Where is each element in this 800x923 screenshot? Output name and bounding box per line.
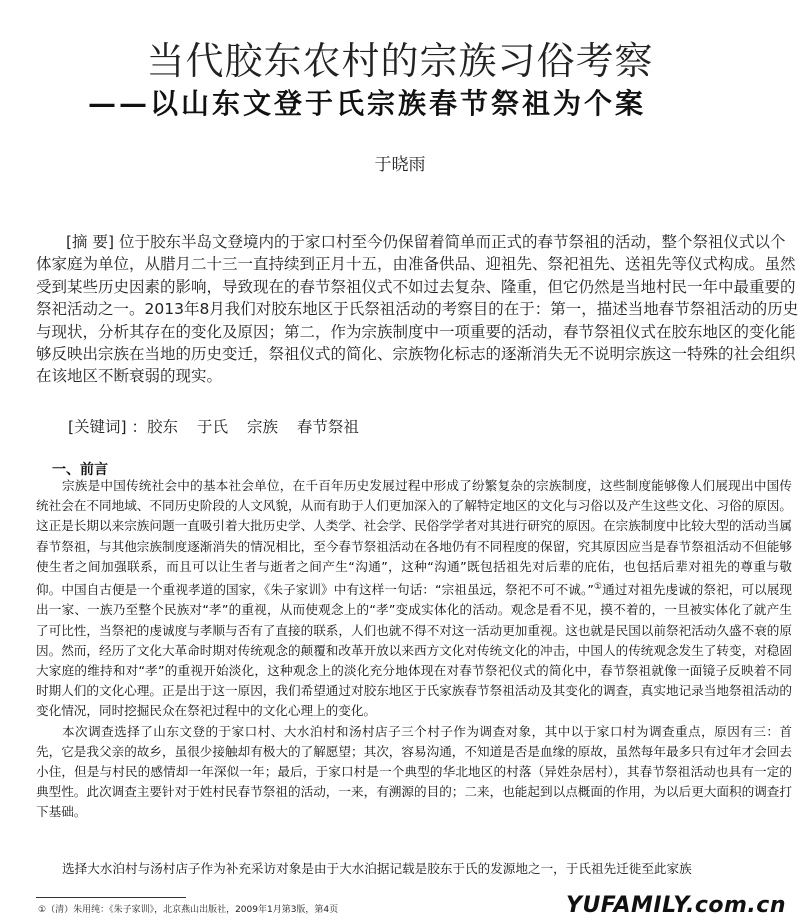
keyword-item: 宗族 <box>246 418 278 436</box>
keyword-item: 春节祭祖 <box>296 418 359 436</box>
paragraph: 选择大水泊村与汤村店子作为补充采访对象是由于大水泊据记载是胶东于氏的发源地之一，于氏祖先迁徙至此家族 <box>62 861 692 876</box>
abstract <box>36 231 800 388</box>
keywords-label: [关键词] <box>68 418 127 436</box>
paragraph: 本次调查选择了山东文登的于家口村、大水泊村和汤村店子三个村子作为调查对象，其中以于家口村为调查重点，原因有三：首先，它是我父亲的故乡，虽很少接触却有极大的了解愿望；其次，容易沟通，不知道是否是血缘的原故，虽然每年最多只有过年才会回去小住，但是与村民的感情却一年深似一年；最后，于家口村是一个典型的华北地区的村落（异姓杂居村），其春节祭祖活动也具有一定的典型性。此次调查主要针对于姓村民春节祭祖的活动，一来，有溯源的目的；二来，也能起到以点概面的作用，为以后更大面积的调查打下基础。 <box>36 723 792 820</box>
keywords <box>68 415 373 437</box>
keyword-item: ：胶东 <box>131 418 179 436</box>
paper-subtitle: ——以山东文登于氏宗族春节祭祖为个案 <box>88 87 647 120</box>
footnote-divider <box>36 897 186 898</box>
paper-title: 当代胶东农村的宗族习俗考察 <box>146 39 654 83</box>
section-heading: 一、前言 <box>52 462 108 478</box>
site-watermark: YUFAMILY.com.cn <box>566 893 786 918</box>
author-name: 于晓雨 <box>374 155 426 175</box>
keyword-item: 于氏 <box>197 418 229 436</box>
footnote-marker[interactable]: ① <box>593 582 603 593</box>
paragraph: 宗族是中国传统社会中的基本社会单位，在千百年历史发展过程中形成了纷繁复杂的宗族制度，这些制度能够像人们展现出中国传统社会在不同地域、不同历史阶段的人文风貌，从而有助于人们更加深入的了解特定地区的文化与习俗以及产生这些文化、习俗的原因。这正是长期以来宗族问题一直吸引着大批历史学、人类学、社会学、民俗学学者对其进行研究的原因。在宗族制度中比较大型的活动当属春节祭祖，与其他宗族制度逐渐消失的情况相比，至今春节祭祖活动在各地仍有不同程度的保留，究其原因应当是春节祭祖活动不但能够使生者之间加强联系，而且可以让生者与逝者之间产生“沟通”，这种“沟通”既包括祖先对后辈的庇佑，也包括后辈对祖先的尊重与敬仰。中国自古便是一个重视孝道的国家，《朱子家训》中有这样一句话：“宗祖虽远，祭祀不可不诚。”①通过对祖先虔诚的祭祀，可以展现出一家、一族乃至整个民族对“孝”的重视，从而使观念上的“孝”变成实体化的活动。观念是看不见，摸不着的，一旦被实体化了就产生了可比性，当祭祀的虔诚度与孝顺与否有了直接的联系，人们也就不得不对这一活动更加重视。这也就是民国以前祭祀活动久盛不衰的原因。然而，经历了文化大革命时期对传统观念的颠覆和改革开放以来西方文化对传统文化的冲击，中国人的传统观念发生了转变，对稳固大家庭的维持和对“孝”的重视开始淡化，这种观念上的淡化充分地体现在对春节祭祀仪式的简化中，春节祭祖就像一面镜子反映着不同时期人们的文化心理。正是出于这一原因，我们希望通过对胶东地区于氏家族春节祭祖活动及其变化的调查，真实地记录当地祭祖活动的变化情况，同时挖掘民众在祭祀过程中的文化心理上的变化。 <box>36 478 793 719</box>
abstract-label: [摘 要] <box>66 233 115 251</box>
abstract-text: 位于胶东半岛文登境内的于家口村至今仍保留着简单而正式的春节祭祖的活动，整个祭祖仪式以个体家庭为单位，从腊月二十三一直持续到正月十五，由准备供品、迎祖先、祭祀祖先、送祖先等仪式构成。虽然受到某些历史因素的影响，导致现在的春节祭祖仪式不如过去复杂、隆重，但它仍然是当地村民一年中最重要的祭祀活动之一。2013年8月我们对胶东地区于氏祭祖活动的考察目的在于：第一，描述当地春节祭祖活动的历史与现状，分析其存在的变化及原因；第二，作为宗族制度中一项重要的活动，春节祭祖仪式在胶东地区的变化能够反映出宗族在当地的历史变迁，祭祖仪式的简化、宗族物化标志的逐渐消失无不说明宗族这一特殊的社会组织在该地区不断衰弱的现实。 <box>36 233 799 386</box>
footnote: ①（清）朱用纯：《朱子家训》，北京燕山出版社，2009年1月第3版，第4页 <box>38 905 339 915</box>
body-text <box>36 476 792 823</box>
